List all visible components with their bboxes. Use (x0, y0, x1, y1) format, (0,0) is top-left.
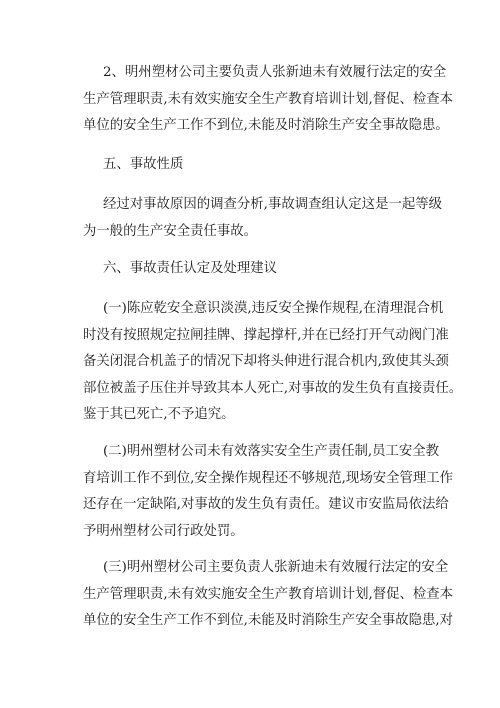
text-line: 育培训工作不到位,安全操作规程还不够规范,现场安全管理工作 (83, 470, 454, 486)
text-line: 生产管理职责,未有效实施安全生产教育培训计划,督促、检查本 (83, 91, 454, 107)
text-line: 备关闭混合机盖子的情况下却将头伸进行混合机内,致使其头颈 (83, 354, 449, 369)
paragraph-responsibility-2 (83, 60, 454, 140)
text-line: 鉴于其已死亡,不予追究。 (83, 407, 235, 422)
text-line: 时没有按照规定拉闸挂牌、撑起撑杆,并在已经打开气动阀门准 (83, 327, 449, 343)
text-line: (二)明州塑材公司未有效落实安全生产责任制,员工安全教 (103, 444, 440, 459)
text-line: 部位被盖子压住并导致其本人死亡,对事故的发生负有直接责任。 (83, 380, 463, 396)
text-line: 单位的安全生产工作不到位,未能及时消除生产安全事故隐患。 (83, 118, 449, 133)
text-line: 2、明州塑材公司主要负责人张新迪未有效履行法定的安全 (103, 65, 447, 80)
text-line: (一)陈应乾安全意识淡漠,违反安全操作规程,在清理混合机 (103, 301, 444, 316)
text-line: 为一般的生产安全责任事故。 (83, 223, 258, 239)
paragraph-responsibility-three (83, 555, 454, 635)
text-line: 予明州塑材公司行政处罚。 (83, 523, 244, 539)
text-line: 还存在一定缺陷,对事故的发生负有责任。建议市安监局依法给 (83, 497, 449, 512)
paragraph-accident-nature (83, 192, 443, 245)
section-heading-accident-nature (103, 152, 183, 178)
paragraph-responsibility-two (83, 439, 454, 545)
heading-text: 五、事故性质 (103, 157, 184, 172)
section-heading-responsibility (103, 256, 277, 282)
text-line: 生产管理职责,未有效实施安全生产教育培训计划,督促、检查本 (83, 586, 454, 602)
text-line: 单位的安全生产工作不到位,未能及时消除生产安全事故隐患,对 (83, 613, 454, 628)
paragraph-responsibility-one (83, 296, 463, 429)
text-line: 经过对事故原因的调查分析,事故调查组认定这是一起等级 (103, 197, 443, 212)
heading-text: 六、事故责任认定及处理建议 (103, 261, 278, 276)
text-line: (三)明州塑材公司主要负责人张新迪未有效履行法定的安全 (103, 560, 449, 575)
